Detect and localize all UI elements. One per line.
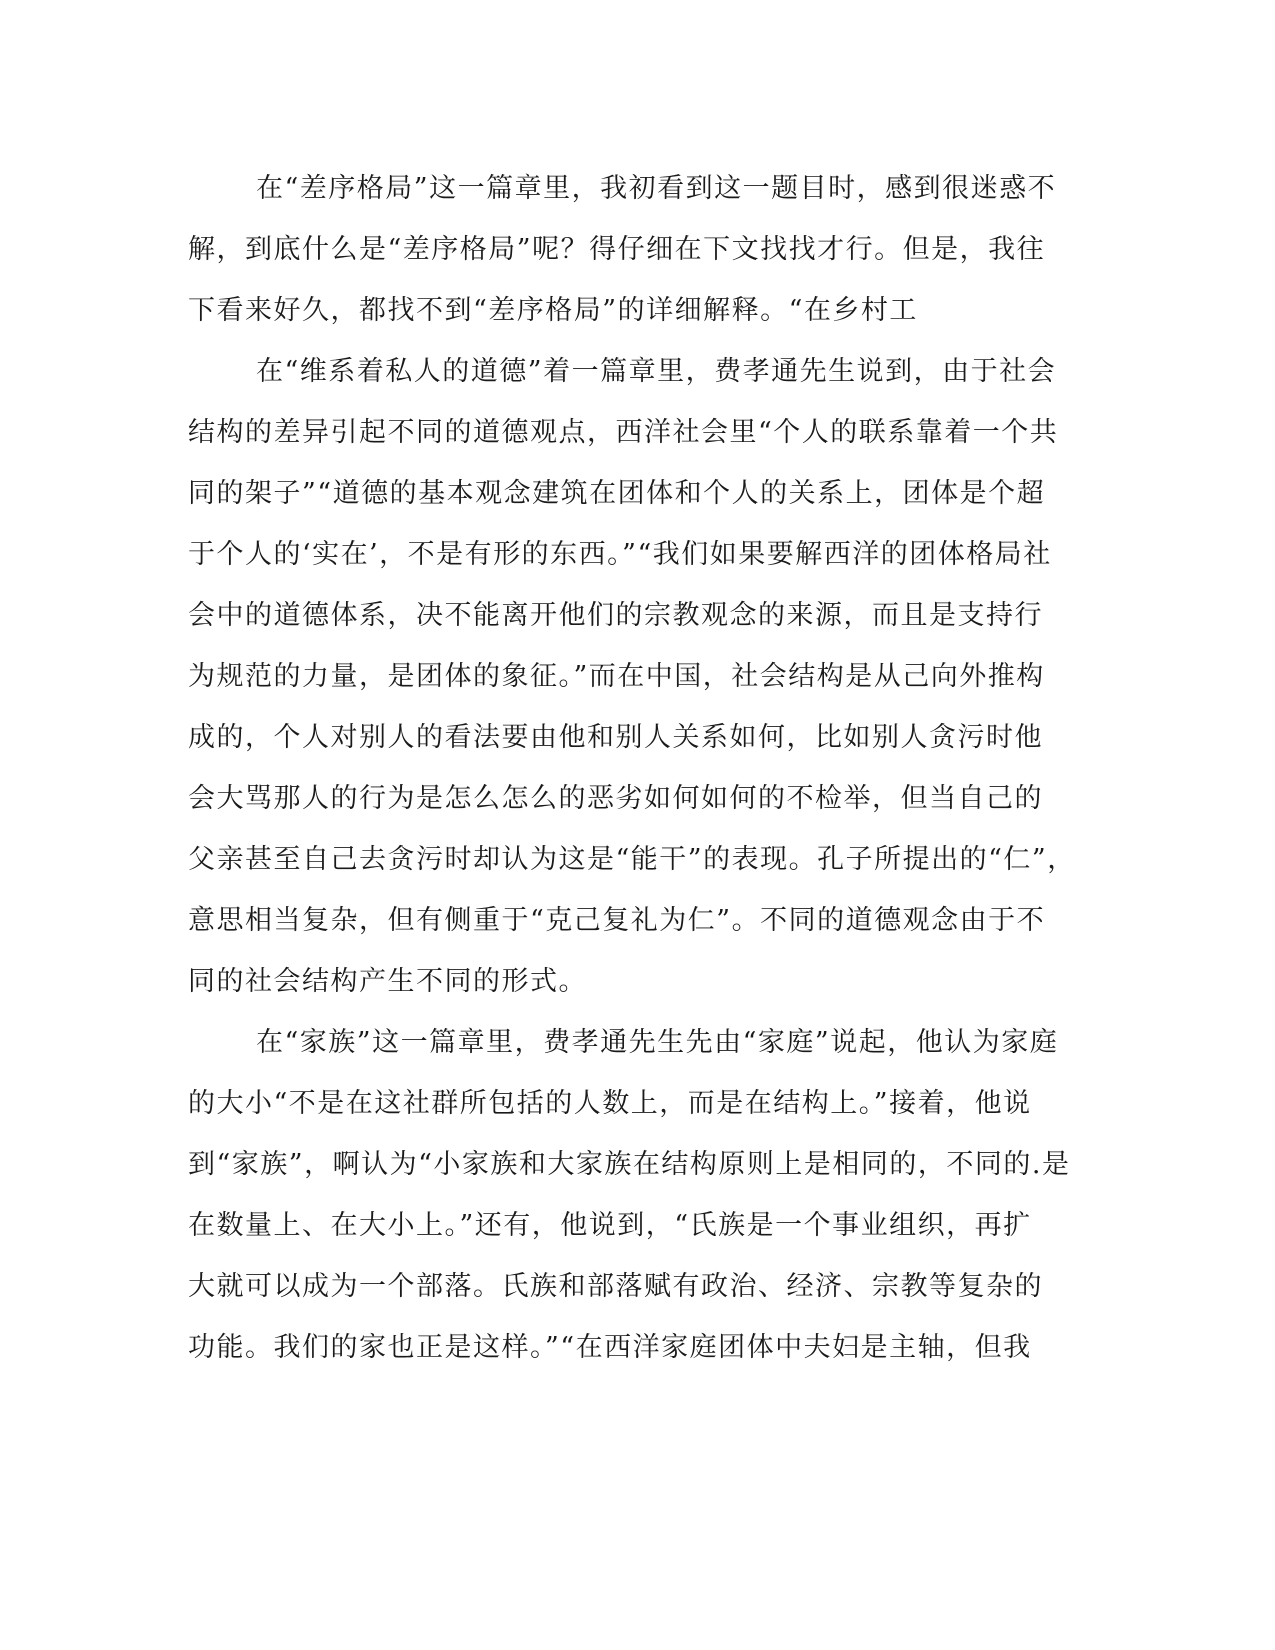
text-line: 结构的差异引起不同的道德观点，西洋社会里“个人的联系靠着一个共 [188,417,1059,448]
paragraph-1 [188,158,1078,341]
text-line: 功能。我们的家也正是这样。”“在西洋家庭团体中夫妇是主轴，但我 [188,1332,1032,1363]
text-line: 在“差序格局”这一篇章里，我初看到这一题目时，感到很迷惑不 [256,173,1057,204]
text-line: 同的社会结构产生不同的形式。 [188,966,587,997]
text-line: 在“维系着私人的道德”着一篇章里，费孝通先生说到，由于社会 [256,356,1057,387]
text-line: 下看来好久，都找不到“差序格局”的详细解释。“在乡村工 [188,295,918,326]
text-line: 解，到底什么是“差序格局”呢？得仔细在下文找找才行。但是，我往 [188,234,1046,265]
text-line: 到“家族”，啊认为“小家族和大家族在结构原则上是相同的，不同的.是 [188,1149,1071,1180]
text-line: 父亲甚至自己去贪污时却认为这是“能干”的表现。孔子所提出的“仁”， [188,844,1076,875]
text-line: 同的架子”“道德的基本观念建筑在团体和个人的关系上，团体是个超 [188,478,1046,509]
text-line: 成的，个人对别人的看法要由他和别人关系如何，比如别人贪污时他 [188,722,1043,753]
text-line: 在数量上、在大小上。”还有，他说到，“氏族是一个事业组织，再扩 [188,1210,1032,1241]
text-line: 于个人的‘实在’，不是有形的东西。”“我们如果要解西洋的团体格局社 [188,539,1052,570]
text-line: 会中的道德体系，决不能离开他们的宗教观念的来源，而且是支持行 [188,600,1043,631]
text-line: 大就可以成为一个部落。氏族和部落赋有政治、经济、宗教等复杂的 [188,1271,1043,1302]
document-body [188,158,1078,1378]
paragraph-3 [188,1012,1078,1378]
text-line: 的大小“不是在这社群所包括的人数上，而是在结构上。”接着，他说 [188,1088,1032,1119]
text-line: 在“家族”这一篇章里，费孝通先生先由“家庭”说起，他认为家庭 [256,1027,1059,1058]
text-line: 会大骂那人的行为是怎么怎么的恶劣如何如何的不检举，但当自己的 [188,783,1043,814]
text-line: 意思相当复杂，但有侧重于“克己复礼为仁”。不同的道德观念由于不 [188,905,1046,936]
text-line: 为规范的力量，是团体的象征。”而在中国，社会结构是从己向外推构 [188,661,1045,692]
paragraph-2 [188,341,1078,1012]
